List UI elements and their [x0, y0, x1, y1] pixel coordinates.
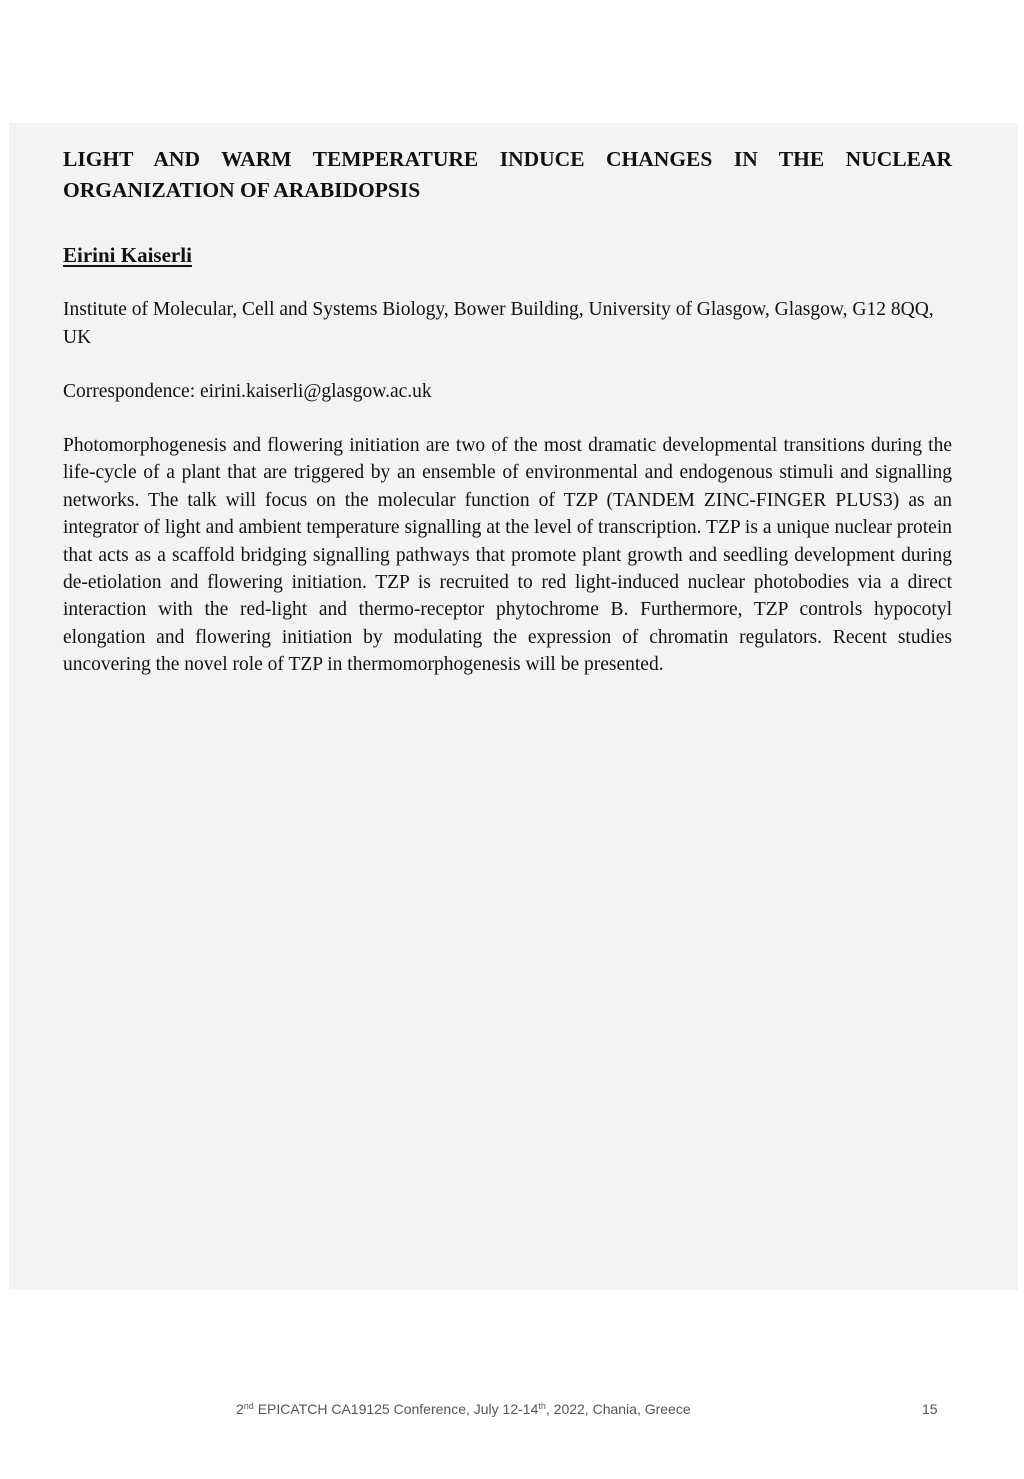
author-affiliation: Institute of Molecular, Cell and Systems Biology, Bower Building, University of Glasgow, Glasgow, G12 8QQ, UK: [63, 299, 934, 348]
footer-edition-number: 2: [236, 1401, 244, 1417]
footer-conference-name: EPICATCH CA19125 Conference, July 12-14: [253, 1401, 539, 1417]
footer-location: , 2022, Chania, Greece: [545, 1401, 691, 1417]
footer-edition-suffix: nd: [243, 1401, 254, 1411]
abstract-content: [63, 144, 952, 679]
page-number: 15: [922, 1401, 938, 1417]
footer-date-suffix: th: [538, 1401, 546, 1411]
footer-conference-info: [236, 1401, 691, 1417]
abstract-title: LIGHT AND WARM TEMPERATURE INDUCE CHANGES IN THE NUCLEAR ORGANIZATION OF ARABIDOPSIS: [63, 147, 952, 202]
abstract-body: Photomorphogenesis and flowering initiation are two of the most dramatic developmental transitions during the life-cycle of a plant that are triggered by an ensemble of environmental and endogenous stimuli and signalling networks. The talk will focus on the molecular function of TZP (TANDEM ZINC-FINGER PLUS3) as an integrator of light and ambient temperature signalling at the level of transcription. TZP is a unique nuclear protein that acts as a scaffold bridging signalling pathways that promote plant growth and seedling development during de-etiolation and flowering initiation. TZP is recruited to red light-induced nuclear photobodies via a direct interaction with the red-light and thermo-receptor phytochrome B. Furthermore, TZP controls hypocotyl elongation and flowering initiation by modulating the expression of chromatin regulators. Recent studies uncovering the novel role of TZP in thermomorphogenesis will be presented.: [63, 435, 952, 676]
author-name: Eirini Kaiserli: [63, 243, 192, 267]
page-footer: [0, 1401, 1024, 1421]
correspondence-email: Correspondence: eirini.kaiserli@glasgow.ac.uk: [63, 381, 432, 402]
